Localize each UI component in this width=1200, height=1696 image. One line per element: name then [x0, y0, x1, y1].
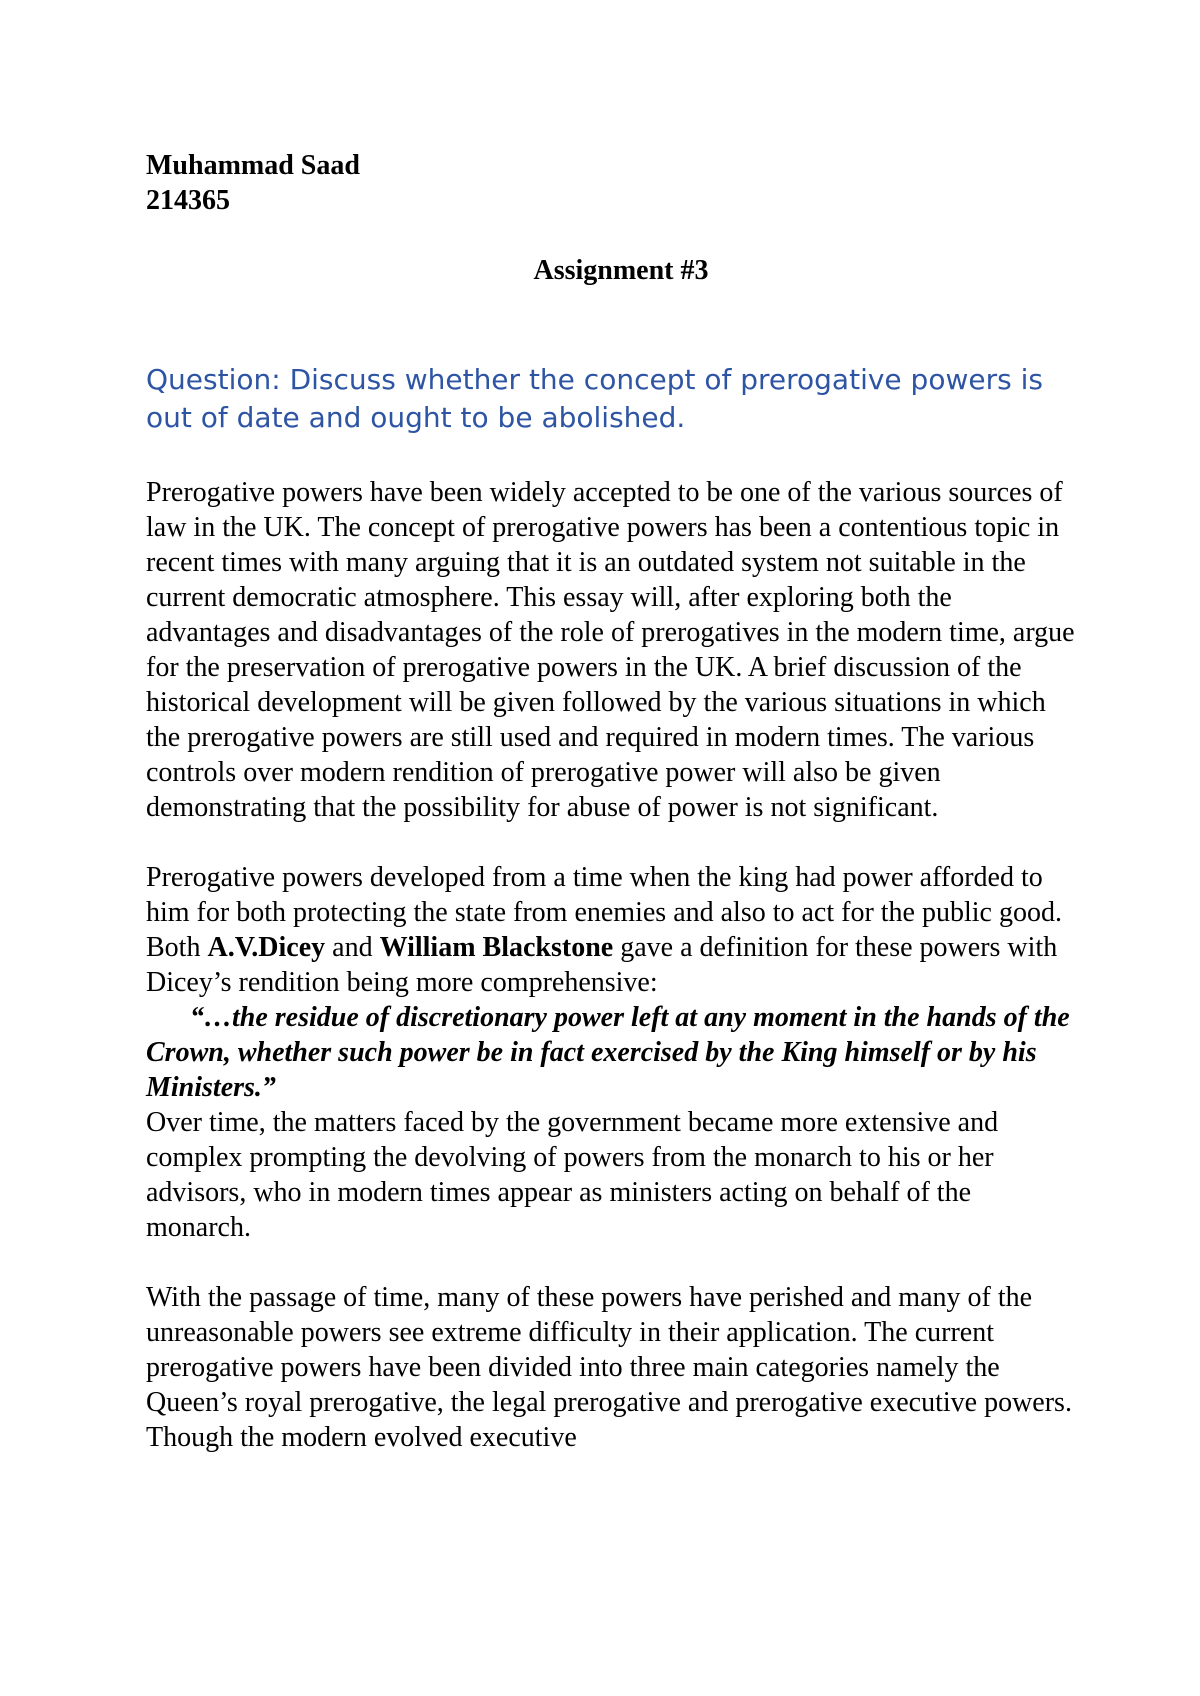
- paragraph-history-text-after: gave a definition for these powers with Dicey’s rendition being more comprehensive:: [146, 932, 1058, 998]
- assignment-title: Assignment #3: [533, 255, 709, 286]
- author-name: Muhammad Saad: [146, 150, 360, 181]
- paragraph-devolution: Over time, the matters faced by the government became more extensive and complex prompting the devolving of powers from the monarch to his or her advisors, who in modern times appear as ministers acting on behalf of the monarch.: [146, 1107, 999, 1243]
- paragraph-history: [146, 860, 1076, 1000]
- student-id: 214365: [146, 185, 230, 216]
- paragraph-introduction: Prerogative powers have been widely accepted to be one of the various sources of law in the UK. The concept of prerogative powers has been a contentious topic in recent times with many arguing that it is an outdated system not suitable in the current democratic atmosphere. This essay will, after exploring both the advantages and disadvantages of the role of prerogatives in the modern time, argue for the preservation of prerogative powers in the UK. A brief discussion of the historical development will be given followed by the various situations in which the prerogative powers are still used and required in modern times. The various controls over modern rendition of prerogative power will also be given demonstrating that the possibility for abuse of power is not significant.: [146, 477, 1075, 823]
- paragraph-categories: With the passage of time, many of these powers have perished and many of the unreasonable powers see extreme difficulty in their application. The current prerogative powers have been divided into three main categories namely the Queen’s royal prerogative, the legal prerogative and prerogative executive powers. Though the modern evolved executive: [146, 1282, 1072, 1453]
- blackstone-name: William Blackstone: [379, 932, 614, 963]
- dicey-name: A.V.Dicey: [207, 932, 326, 963]
- document-content: [146, 148, 1076, 1455]
- paragraph-history-text-before: Prerogative powers developed from a time when the king had power afforded to him for both protecting the state from enemies and also to act for the public good. Both: [146, 862, 1062, 963]
- paragraph-history-text-middle: and: [325, 932, 380, 963]
- dicey-quote: “…the residue of discretionary power left at any moment in the hands of the Crown, whether such power be in fact exercised by the King himself or by his Ministers.”: [146, 1002, 1070, 1103]
- essay-question: Question: Discuss whether the concept of prerogative powers is out of date and ought to be abolished.: [146, 363, 1043, 434]
